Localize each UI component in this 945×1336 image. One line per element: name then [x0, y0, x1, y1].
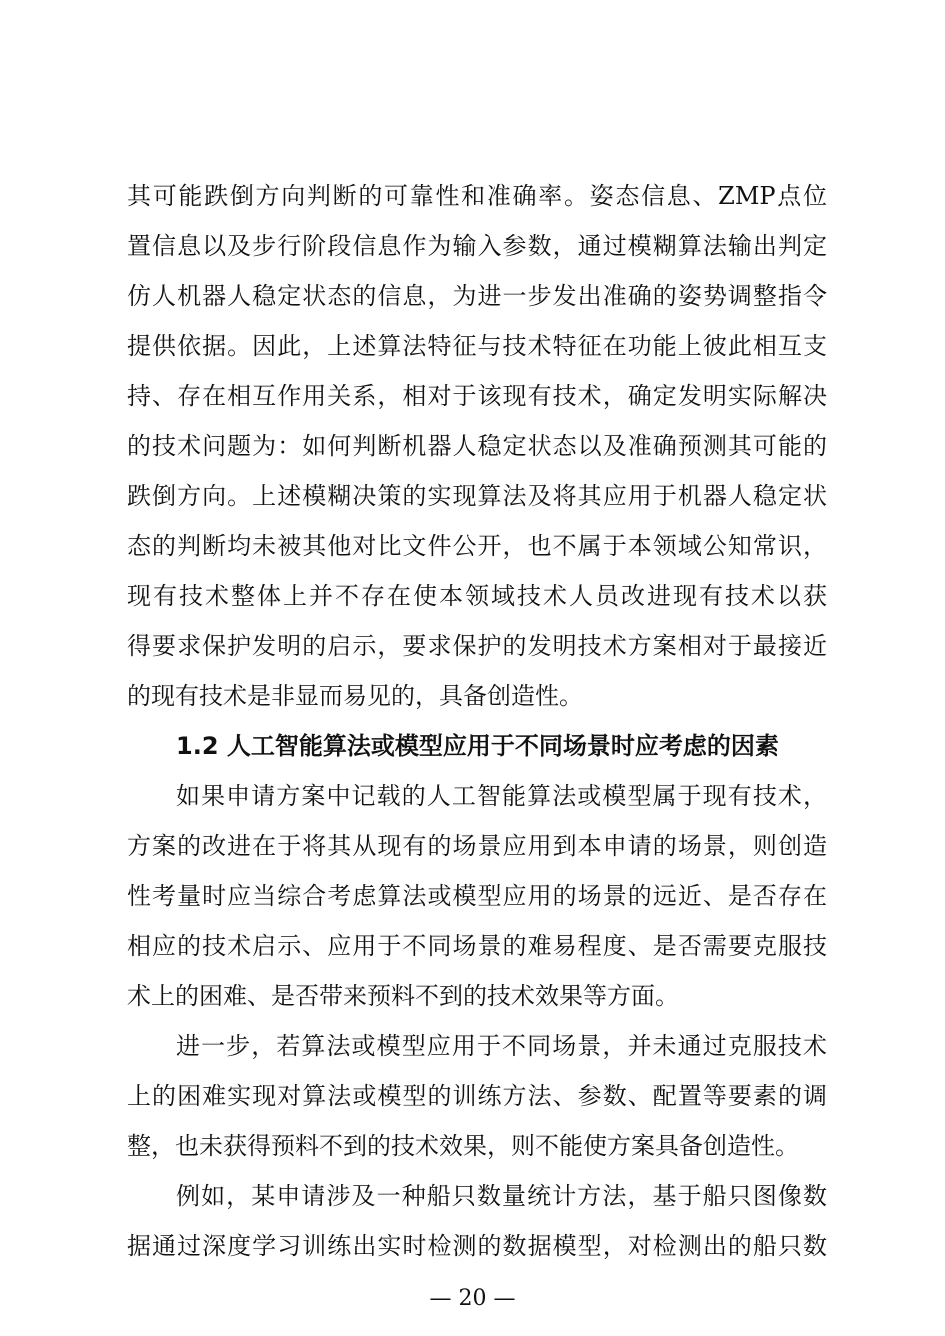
paragraph-line: 性考量时应当综合考虑算法或模型应用的场景的远近、是否存在: [127, 882, 827, 910]
paragraph-line: 得要求保护发明的启示，要求保护的发明技术方案相对于最接近: [127, 632, 827, 660]
paragraph-line: 跌倒方向。上述模糊决策的实现算法及将其应用于机器人稳定状: [127, 482, 827, 510]
paragraph-line: 置信息以及步行阶段信息作为输入参数，通过模糊算法输出判定: [127, 232, 827, 260]
page-number: — 20 —: [429, 1286, 516, 1311]
paragraph-line: 上的困难实现对算法或模型的训练方法、参数、配置等要素的调: [127, 1082, 827, 1110]
paragraph-line: 现有技术整体上并不存在使本领域技术人员改进现有技术以获: [127, 582, 827, 610]
paragraph-line: 进一步，若算法或模型应用于不同场景，并未通过克服技术: [176, 1032, 827, 1060]
paragraph-line: 的技术问题为：如何判断机器人稳定状态以及准确预测其可能的: [127, 432, 827, 460]
paragraph-line: 的现有技术是非显而易见的，具备创造性。: [127, 682, 583, 710]
paragraph-line: 相应的技术启示、应用于不同场景的难易程度、是否需要克服技: [127, 932, 827, 960]
paragraph-line: 态的判断均未被其他对比文件公开，也不属于本领域公知常识，: [127, 532, 827, 560]
paragraph-line: 仿人机器人稳定状态的信息，为进一步发出准确的姿势调整指令: [127, 282, 827, 310]
paragraph-line: 术上的困难、是否带来预料不到的技术效果等方面。: [127, 982, 679, 1010]
paragraph-line: 据通过深度学习训练出实时检测的数据模型，对检测出的船只数: [127, 1232, 827, 1260]
paragraph-line: 其可能跌倒方向判断的可靠性和准确率。姿态信息、ZMP点位: [127, 182, 827, 210]
paragraph-line: 例如，某申请涉及一种船只数量统计方法，基于船只图像数: [176, 1182, 827, 1210]
paragraph-line: 整，也未获得预料不到的技术效果，则不能使方案具备创造性。: [127, 1132, 799, 1160]
paragraph-line: 如果申请方案中记载的人工智能算法或模型属于现有技术，: [176, 782, 827, 810]
paragraph-line: 持、存在相互作用关系，相对于该现有技术，确定发明实际解决: [127, 382, 827, 410]
paragraph-line: 方案的改进在于将其从现有的场景应用到本申请的场景，则创造: [127, 832, 827, 860]
section-heading: 1.2 人工智能算法或模型应用于不同场景时应考虑的因素: [176, 732, 779, 760]
paragraph-line: 提供依据。因此，上述算法特征与技术特征在功能上彼此相互支: [127, 332, 827, 360]
